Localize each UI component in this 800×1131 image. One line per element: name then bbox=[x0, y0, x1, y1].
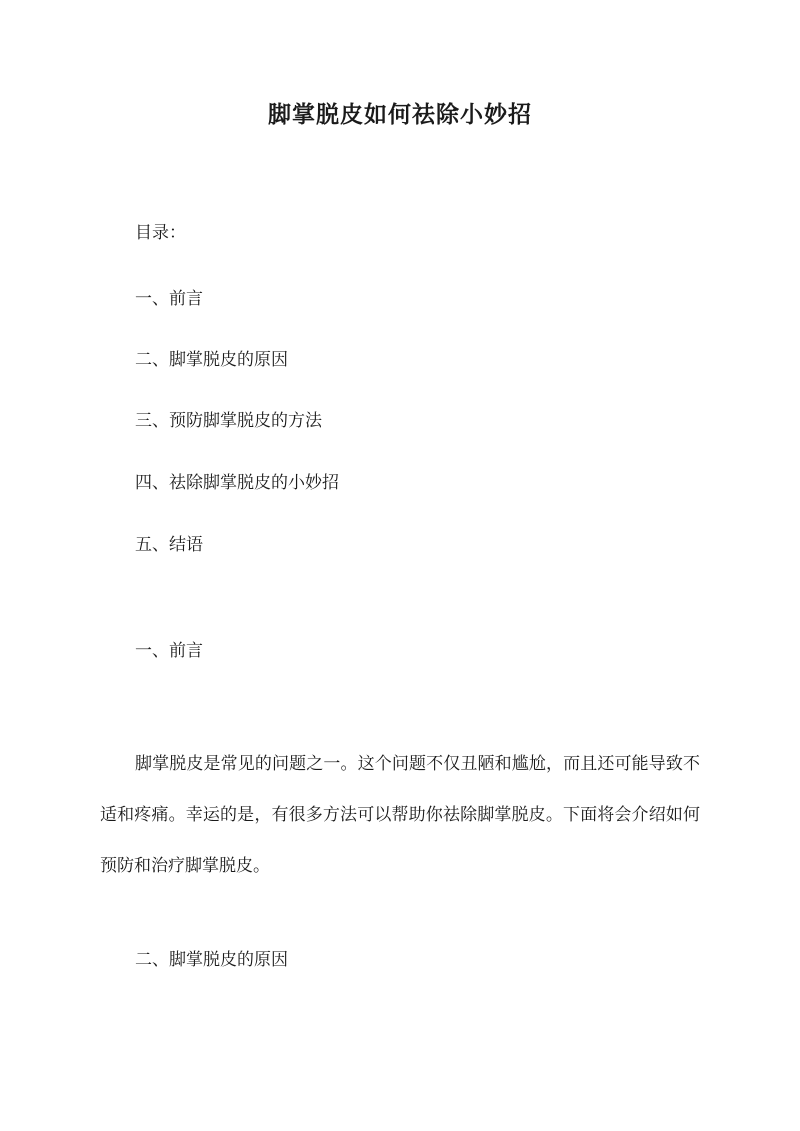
document-title: 脚掌脱皮如何祛除小妙招 bbox=[268, 101, 532, 128]
toc-item: 五、结语 bbox=[135, 535, 203, 555]
section-paragraph: 脚掌脱皮是常见的问题之一。这个问题不仅丑陋和尴尬，而且还可能导致不适和疼痛。幸运的是，有很多方法可以帮助你祛除脚掌脱皮。下面将会介绍如何预防和治疗脚掌脱皮。 bbox=[100, 754, 700, 876]
section-heading: 一、前言 bbox=[135, 641, 203, 661]
toc-heading: 目录： bbox=[135, 223, 186, 243]
toc-item: 四、祛除脚掌脱皮的小妙招 bbox=[135, 473, 339, 493]
toc-item: 二、脚掌脱皮的原因 bbox=[135, 350, 288, 370]
toc-item: 一、前言 bbox=[135, 289, 203, 309]
section-heading: 二、脚掌脱皮的原因 bbox=[135, 950, 288, 970]
toc-item: 三、预防脚掌脱皮的方法 bbox=[135, 411, 322, 431]
